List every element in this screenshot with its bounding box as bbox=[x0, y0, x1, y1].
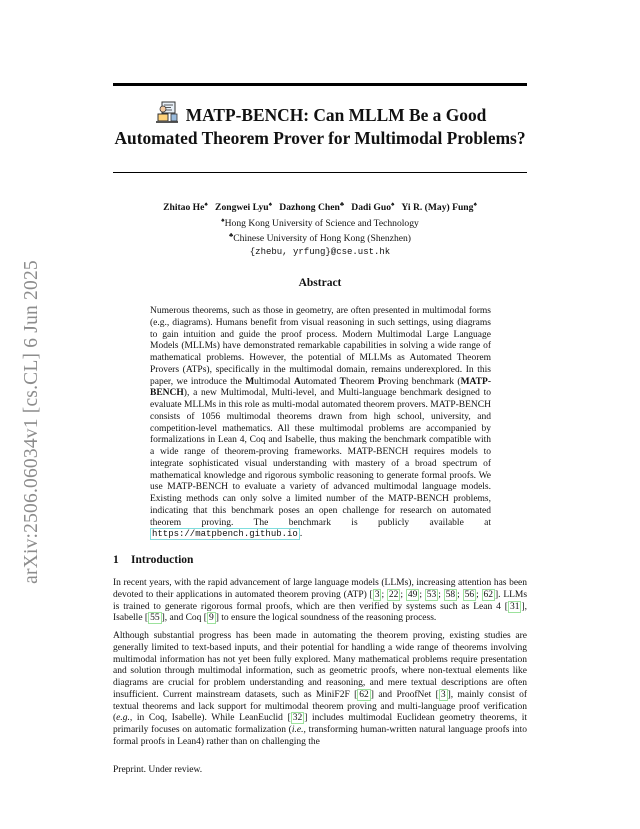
citation-link[interactable]: 55 bbox=[150, 613, 160, 624]
title-text-1: MATP-BENCH: Can MLLM Be a Good bbox=[185, 105, 487, 125]
citation-link[interactable]: 31 bbox=[509, 601, 520, 612]
citation-link[interactable]: 3 bbox=[374, 589, 380, 600]
author-block bbox=[113, 199, 527, 259]
affiliation-2: ♣Chinese University of Hong Kong (Shenzhen) bbox=[229, 232, 411, 245]
citation-link[interactable]: 3 bbox=[440, 689, 446, 700]
author-names: Zhitao He♠ Zongwei Lyu♠ Dazhong Chen♣ Dadi Guo♠ Yi R. (May) Fung♠ bbox=[163, 201, 477, 214]
arxiv-id-text: arXiv:2506.06034v1 [cs.CL] 6 Jun 2025 bbox=[21, 260, 42, 584]
citation-link[interactable]: 53 bbox=[426, 589, 437, 600]
intro-paragraph-2: Although substantial progress has been made in automating the theorem proving, existing studies are generally limited to text-based inputs, and their potential for handling a wide range of theorems involving multimodal information has not yet been fully explored. Many mathematical problems require presentation and solution through multimodal information, such as geometric proofs, where non-textual elements like diagrams are crucial for problem understanding and reasoning, and mere textual descriptions are often insufficient. Current mainstream datasets, such as MiniF2F [ 62 ] and ProofNet [ 3 ], mainly consist of textual theorems and lack support for multimodal theorem proving and multi-language proof verification (e.g., in Coq, Isabelle). While LeanEuclid [ 32 ] includes multimodal Euclidean geometry theorems, it primarily focuses on automatic formalization (i.e., transforming human-written natural language proofs into formal proofs in Lean4) rather than on challenging the bbox=[113, 631, 528, 747]
abstract-text: Numerous theorems, such as those in geometry, are often presented in multimodal forms (e.g., diagrams). Humans benefit from visual reasoning in such settings, using diagrams to gain intuition and guide the proof process. Modern Multimodal Large Language Models (MLLMs) have demonstrated remarkable capabilities in solving a wide range of mathematical problems. However, the potential of MLLMs as Automated Theorem Provers (ATPs), specifically in the multimodal domain, remains underexplored. In this paper, we introduce the Multimodal Automated Theorem Proving benchmark (MATP-BENCH), a new Multimodal, Multi-level, and Multi-language benchmark designed to evaluate MLLMs in this role as multi-modal automated theorem provers. MATP-BENCH consists of 1056 multimodal theorems drawn from high school, university, and competition-level mathematics. All these multimodal problems are accompanied by formalizations in Lean 4, Coq and Isabelle, thus making the benchmark compatible with a wide range of theorem-proving frameworks. MATP-BENCH requires models to integrate sophisticated visual understanding with mastery of a broad spectrum of mathematical knowledge and rigorous symbolic reasoning to generate formal proofs. We use MATP-BENCH to evaluate a variety of advanced multimodal language models. Existing methods can only solve a limited number of the MATP-BENCH problems, indicating that this benchmark poses an open challenge for research on automated theorem proving. The benchmark is publicly available at https://matpbench.github.io . bbox=[150, 306, 491, 540]
citation-link[interactable]: 32 bbox=[292, 713, 303, 724]
benchmark-url-link[interactable]: https://matpbench.github.io bbox=[152, 529, 298, 540]
intro-paragraph-1: In recent years, with the rapid advancement of large language models (LLMs), increasing attention has been devoted to their applications in automated theorem proving (ATP) [ 3 ; 22 ; 49 ; 53 ; 58 ; 56 ; 62 ]. LLMs is trained to generate rigorous formal proofs, which are then verified by systems such as Lean 4 [ 31 ], Isabelle [ 55 ], and Coq [ 9 ] to ensure the logical soundness of the reasoning process. bbox=[113, 578, 528, 624]
citation-link[interactable]: 22 bbox=[388, 589, 399, 600]
abstract-heading: Abstract bbox=[298, 277, 342, 289]
citation-link[interactable]: 58 bbox=[445, 589, 456, 600]
title-rule-top bbox=[113, 83, 527, 86]
author-email: {zhebu, yrfung}@cse.ust.hk bbox=[249, 247, 391, 258]
title-rule-bottom bbox=[113, 172, 527, 173]
citation-link[interactable]: 56 bbox=[464, 589, 475, 600]
section-heading-introduction: 1 Introduction bbox=[113, 554, 194, 566]
paper-title bbox=[113, 101, 527, 150]
arxiv-identifier bbox=[17, 232, 47, 612]
citation-link[interactable]: 62 bbox=[359, 689, 369, 700]
title-line-1 bbox=[113, 101, 527, 127]
citation-link[interactable]: 49 bbox=[407, 589, 418, 600]
affiliation-1: ♠Hong Kong University of Science and Technology bbox=[221, 216, 419, 229]
citation-link[interactable]: 62 bbox=[483, 589, 494, 600]
benchmark-logo-icon bbox=[154, 101, 180, 125]
title-line-2: Automated Theorem Prover for Multimodal Problems? bbox=[114, 128, 526, 148]
citation-link[interactable]: 9 bbox=[208, 613, 214, 624]
footer-note: Preprint. Under review. bbox=[113, 765, 203, 775]
